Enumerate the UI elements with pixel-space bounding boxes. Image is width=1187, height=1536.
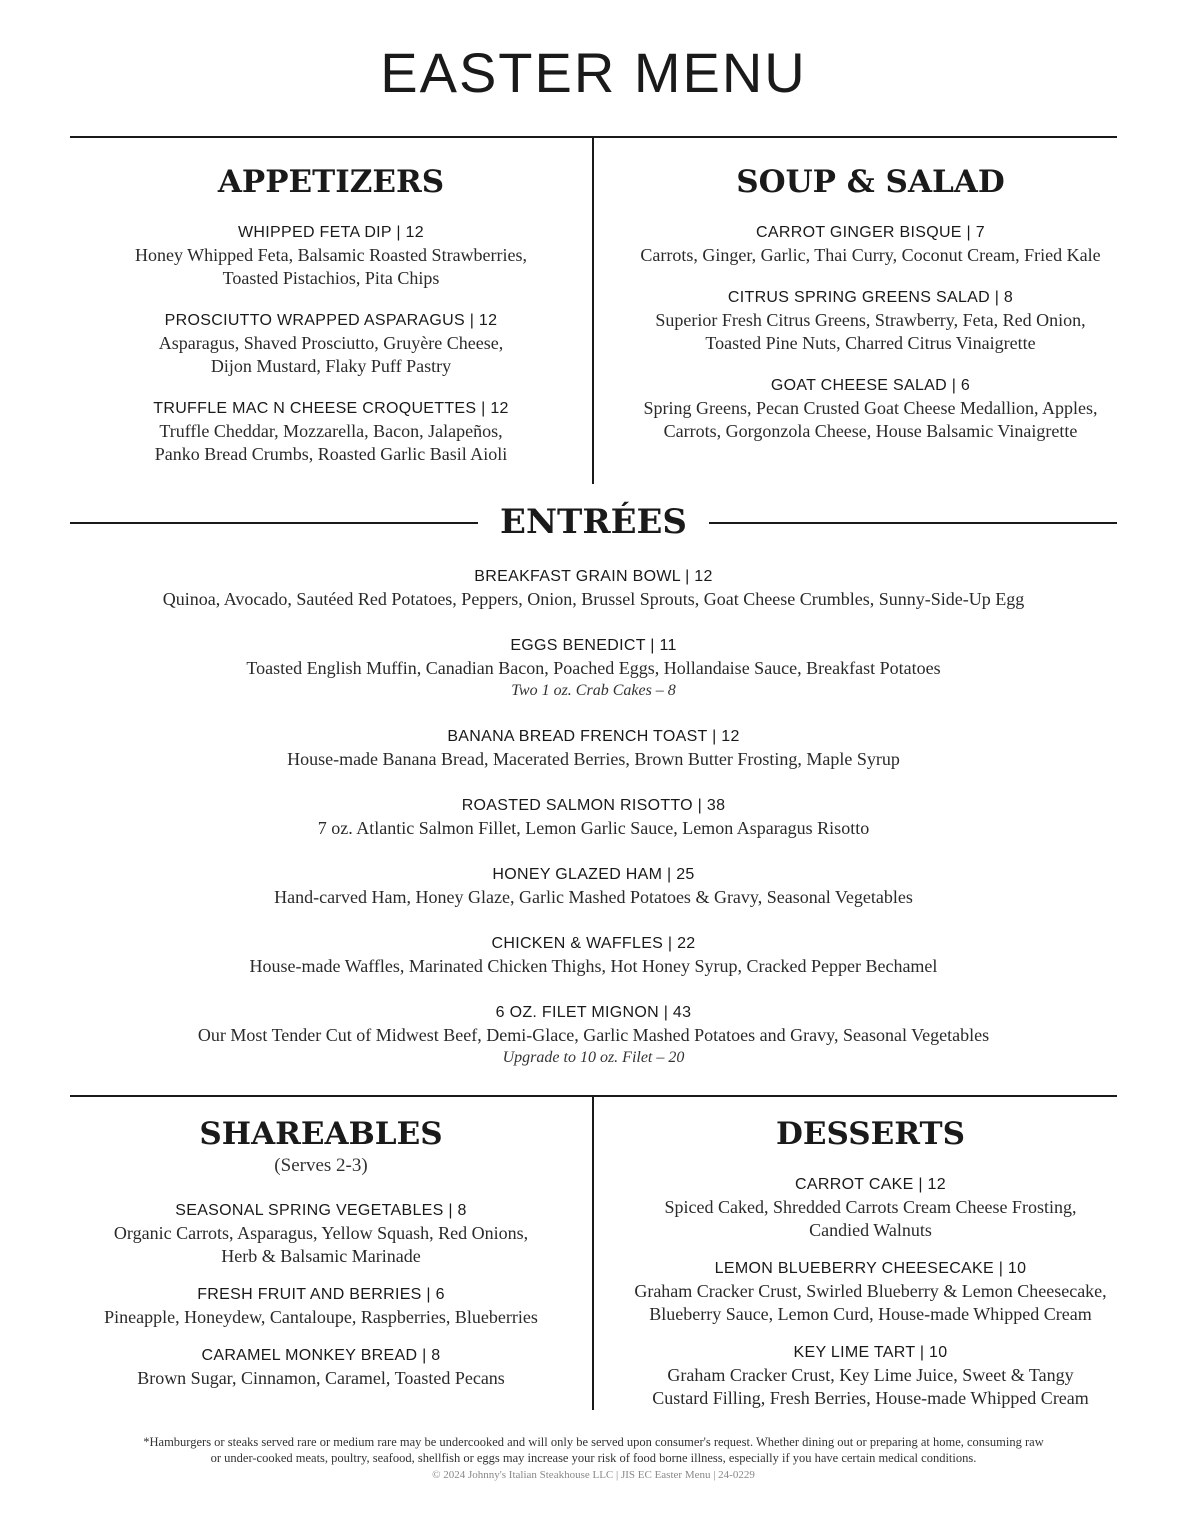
item-name: HONEY GLAZED HAM | 25	[492, 866, 695, 883]
menu-item	[50, 1284, 592, 1329]
disclaimer-line: *Hamburgers or steaks served rare or medium rare may be undercooked and will only be served upon consumer's request. Whether dining out or preparing at home, consuming raw	[143, 1435, 1044, 1449]
menu-item	[70, 222, 592, 290]
shareables-title: SHAREABLES	[199, 1116, 443, 1152]
item-description: Organic Carrots, Asparagus, Yellow Squash, Red Onions,	[113, 1223, 529, 1243]
menu-item	[40, 566, 1147, 611]
menu-item	[594, 1342, 1147, 1410]
menu-item	[594, 375, 1147, 443]
item-name: WHIPPED FETA DIP | 12	[238, 224, 424, 241]
item-description: Candied Walnuts	[809, 1220, 932, 1240]
item-description: Hand-carved Ham, Honey Glaze, Garlic Mashed Potatoes & Gravy, Seasonal Vegetables	[274, 887, 913, 907]
appetizers-title: APPETIZERS	[217, 164, 445, 200]
item-description: Custard Filling, Fresh Berries, House-made Whipped Cream	[652, 1388, 1089, 1408]
item-description: Graham Cracker Crust, Swirled Blueberry & Lemon Cheesecake,	[634, 1281, 1107, 1301]
item-description: Carrots, Ginger, Garlic, Thai Curry, Coconut Cream, Fried Kale	[640, 245, 1101, 265]
menu-item	[594, 1174, 1147, 1242]
desserts-title: DESSERTS	[776, 1116, 965, 1152]
desserts-section	[594, 1114, 1147, 1410]
item-description: Spiced Caked, Shredded Carrots Cream Cheese Frosting,	[664, 1197, 1077, 1217]
menu-item	[40, 933, 1147, 978]
item-name: BANANA BREAD FRENCH TOAST | 12	[447, 728, 740, 745]
item-name: CHICKEN & WAFFLES | 22	[491, 935, 696, 952]
item-description: Graham Cracker Crust, Key Lime Juice, Sweet & Tangy	[667, 1365, 1074, 1385]
item-description: Honey Whipped Feta, Balsamic Roasted Strawberries,	[134, 245, 528, 265]
item-name: SEASONAL SPRING VEGETABLES | 8	[175, 1202, 467, 1219]
item-description: Spring Greens, Pecan Crusted Goat Cheese Medallion, Apples,	[643, 398, 1098, 418]
item-name: PROSCIUTTO WRAPPED ASPARAGUS | 12	[164, 312, 498, 329]
item-description: 7 oz. Atlantic Salmon Fillet, Lemon Garlic Sauce, Lemon Asparagus Risotto	[317, 818, 870, 838]
item-description: Carrots, Gorgonzola Cheese, House Balsamic Vinaigrette	[663, 421, 1078, 441]
item-description: Toasted English Muffin, Canadian Bacon, Poached Eggs, Hollandaise Sauce, Breakfast Potatoes	[246, 658, 941, 678]
item-name: ROASTED SALMON RISOTTO | 38	[461, 797, 726, 814]
item-description: Truffle Cheddar, Mozzarella, Bacon, Jalapeños,	[159, 421, 503, 441]
entrees-section	[40, 546, 1147, 1069]
soup-salad-section	[594, 162, 1147, 443]
menu-item	[50, 1345, 592, 1390]
menu-item	[40, 635, 1147, 702]
item-description: Blueberry Sauce, Lemon Curd, House-made Whipped Cream	[649, 1304, 1092, 1324]
item-description: Superior Fresh Citrus Greens, Strawberry, Feta, Red Onion,	[655, 310, 1086, 330]
item-name: EGGS BENEDICT | 11	[510, 637, 677, 654]
item-description: Toasted Pistachios, Pita Chips	[222, 268, 440, 288]
item-name: 6 OZ. FILET MIGNON | 43	[495, 1004, 692, 1021]
shareables-subtitle: (Serves 2-3)	[274, 1155, 368, 1176]
item-description: Brown Sugar, Cinnamon, Caramel, Toasted Pecans	[137, 1368, 505, 1388]
item-note: Upgrade to 10 oz. Filet – 20	[502, 1049, 685, 1066]
item-description: Asparagus, Shaved Prosciutto, Gruyère Cheese,	[158, 333, 504, 353]
entrees-title-wrap	[0, 500, 1187, 544]
item-name: GOAT CHEESE SALAD | 6	[770, 377, 971, 394]
item-description: House-made Banana Bread, Macerated Berries, Brown Butter Frosting, Maple Syrup	[287, 749, 900, 769]
menu-item	[70, 398, 592, 466]
item-name: TRUFFLE MAC N CHEESE CROQUETTES | 12	[153, 400, 509, 417]
copyright: © 2024 Johnny's Italian Steakhouse LLC | JIS EC Easter Menu | 24-0229	[432, 1469, 755, 1481]
appetizers-section	[70, 162, 592, 466]
item-name: LEMON BLUEBERRY CHEESECAKE | 10	[714, 1260, 1027, 1277]
menu-item	[594, 1258, 1147, 1326]
item-name: CITRUS SPRING GREENS SALAD | 8	[727, 289, 1014, 306]
entrees-title: ENTRÉES	[478, 500, 709, 544]
menu-item	[40, 1002, 1147, 1069]
menu-item	[40, 726, 1147, 771]
menu-item	[594, 287, 1147, 355]
disclaimer-line: or under-cooked meats, poultry, seafood, shellfish or eggs may increase your risk of food borne illness, especially if you have certain medical conditions.	[210, 1451, 977, 1465]
page-title: EASTER MENU	[380, 41, 807, 104]
item-description: Pineapple, Honeydew, Cantaloupe, Raspberries, Blueberries	[104, 1307, 538, 1327]
disclaimer	[60, 1434, 1127, 1466]
item-name: KEY LIME TART | 10	[793, 1344, 948, 1361]
shareables-section	[50, 1114, 592, 1390]
item-description: Quinoa, Avocado, Sautéed Red Potatoes, Peppers, Onion, Brussel Sprouts, Goat Cheese Crumbles, Sunny-Side-Up Egg	[162, 589, 1025, 609]
item-name: FRESH FRUIT AND BERRIES | 6	[197, 1286, 445, 1303]
menu-item	[50, 1200, 592, 1268]
item-note: Two 1 oz. Crab Cakes – 8	[511, 682, 676, 699]
item-description: Herb & Balsamic Marinade	[221, 1246, 421, 1266]
menu-item	[40, 864, 1147, 909]
menu-item	[40, 795, 1147, 840]
menu-item	[70, 310, 592, 378]
item-name: BREAKFAST GRAIN BOWL | 12	[474, 568, 713, 585]
item-description: House-made Waffles, Marinated Chicken Thighs, Hot Honey Syrup, Cracked Pepper Bechamel	[249, 956, 938, 976]
menu-item	[594, 222, 1147, 267]
item-description: Dijon Mustard, Flaky Puff Pastry	[210, 356, 452, 376]
item-name: CARROT CAKE | 12	[795, 1176, 946, 1193]
item-description: Our Most Tender Cut of Midwest Beef, Demi-Glace, Garlic Mashed Potatoes and Gravy, Seasonal Vegetables	[197, 1025, 990, 1045]
item-description: Panko Bread Crumbs, Roasted Garlic Basil Aioli	[154, 444, 508, 464]
soup-salad-title: SOUP & SALAD	[736, 164, 1005, 200]
item-name: CARAMEL MONKEY BREAD | 8	[201, 1347, 441, 1364]
item-name: CARROT GINGER BISQUE | 7	[756, 224, 985, 241]
item-description: Toasted Pine Nuts, Charred Citrus Vinaigrette	[705, 333, 1036, 353]
